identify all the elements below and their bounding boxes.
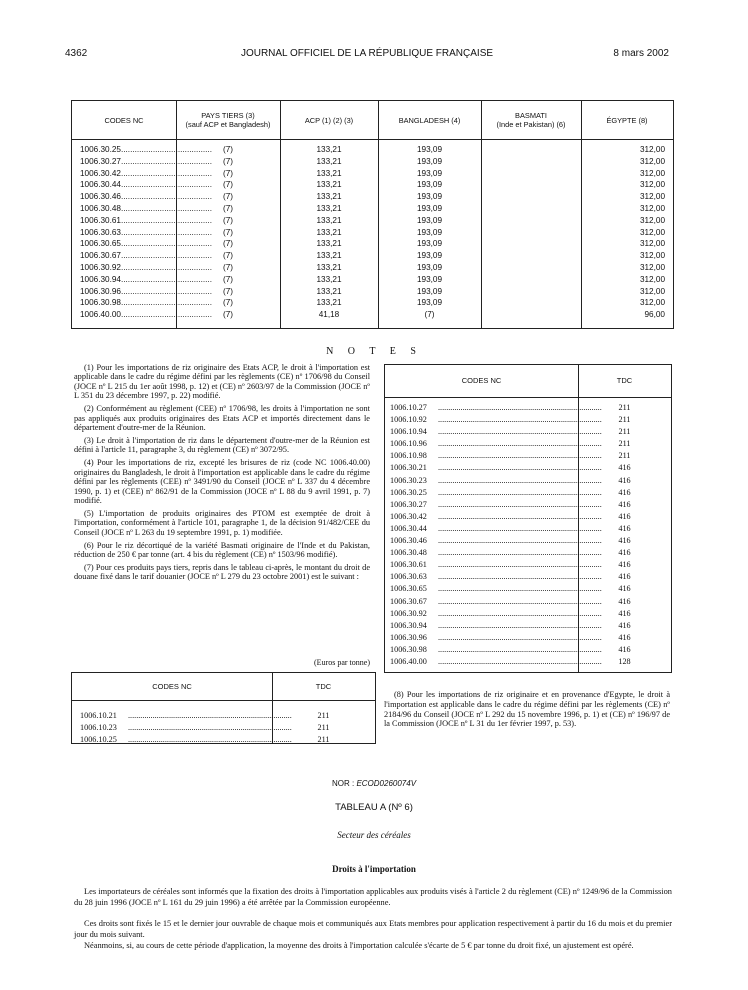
journal-title: JOURNAL OFFICIEL DE LA RÉPUBLIQUE FRANÇAISE	[240, 48, 494, 59]
cell-egypte: 312,00	[639, 192, 665, 202]
cell-egypte: 312,00	[639, 251, 665, 261]
table-row	[72, 309, 673, 321]
cell-acp: 41,18	[318, 310, 340, 320]
cell-code-nc: 1006.30.65........................................	[80, 239, 212, 249]
cell-code-nc: 1006.30.25........................................	[80, 145, 212, 154]
cell-code-nc: 1006.10.94	[390, 427, 427, 437]
dot-leader: ................................................................................	[438, 523, 602, 533]
cell-tdc: 211	[317, 735, 330, 745]
cell-tdc: 211	[618, 403, 631, 412]
table-row	[72, 168, 673, 180]
table-row	[390, 644, 671, 656]
cell-code-nc: 1006.30.46	[390, 536, 427, 546]
cell-code-nc: 1006.30.42	[390, 511, 427, 521]
header-bangladesh: BANGLADESH (4)	[398, 115, 461, 125]
dot-leader: ................................................................................	[438, 632, 602, 642]
cell-bangladesh: 193,09	[416, 274, 443, 284]
cell-tdc: 211	[317, 723, 330, 733]
nor-code: ECOD0260074V	[356, 779, 417, 788]
dot-leader: ................................................................................	[438, 656, 602, 666]
cell-tdc: 416	[618, 644, 631, 654]
note-3: (3) Le droit à l'importation de riz dans le département d'outre-mer de la Réunion est défini à l'article 11, paragraphe 3, du règlement (CE) nº 3072/95.	[74, 435, 370, 455]
cell-pays-tiers: (7)	[222, 274, 233, 284]
table-row	[390, 620, 671, 632]
header-codes-nc: CODES NC	[152, 682, 192, 691]
header-pays-tiers-line1: PAYS TIERS (3)	[201, 111, 255, 120]
header-codes-nc: CODES NC	[104, 115, 144, 125]
cell-acp: 133,21	[316, 298, 342, 308]
cell-tdc: 416	[618, 572, 631, 582]
table-row	[72, 179, 673, 191]
cell-code-nc: 1006.30.65	[390, 584, 427, 594]
cell-pays-tiers: (7)	[222, 156, 233, 166]
dot-leader: ................................................................................	[438, 596, 602, 606]
cell-code-nc: 1006.30.94........................................	[80, 274, 212, 284]
cell-code-nc: 1006.30.96	[390, 632, 427, 642]
note-1: (1) Pour les importations de riz originaire des Etats ACP, le droit à l'importation est applicable dans le cadre du régime défini par les règlements (CE) nº 1706/98 du Conseil (JOCE nº L 215 du 1er août 1998, p. 12) et (CE) nº 2603/97 de la Commission (JOCE nº L 351 du 23 décembre 1997, p. 22) modifié.	[74, 363, 370, 401]
table-row	[72, 156, 673, 168]
rice-import-duty-table	[71, 100, 674, 329]
table-row	[390, 487, 671, 499]
table-body	[72, 144, 673, 321]
cell-acp: 133,21	[316, 203, 342, 213]
cell-code-nc: 1006.30.61........................................	[80, 215, 212, 225]
page-number: 4362	[65, 48, 88, 59]
dot-leader: ................................................................................	[438, 463, 602, 473]
table-row	[72, 203, 673, 215]
cell-acp: 133,21	[316, 251, 342, 261]
cell-code-nc: 1006.30.42........................................	[80, 168, 212, 178]
cell-code-nc: 1006.30.96........................................	[80, 286, 212, 296]
note-5: (5) L'importation de produits originaires des PTOM est exemptée de droit à l'importation, conformément à l'article 101, paragraphe 1, de la décision 91/482/CEE du Conseil (JOCE nº L 263 du 19 septembre 1991, p. 1) modifiée.	[74, 508, 370, 537]
cell-code-nc: 1006.30.92........................................	[80, 262, 212, 272]
header-tdc: TDC	[616, 376, 633, 385]
paragraph-3: Néanmoins, si, au cours de cette période d'application, la moyenne des droits à l'importation calculée s'écarte de 5 € par tonne du droit fixé, un ajustement est opéré.	[84, 941, 634, 950]
cell-bangladesh: (7)	[424, 310, 435, 320]
cell-code-nc: 1006.10.23	[80, 723, 117, 733]
cell-bangladesh: 193,09	[416, 286, 443, 296]
table-row	[390, 547, 671, 559]
cell-tdc: 211	[618, 427, 631, 437]
cell-acp: 133,21	[316, 145, 342, 154]
cell-code-nc: 1006.30.44	[390, 523, 427, 533]
cell-acp: 133,21	[316, 239, 342, 249]
tdc-table-left	[71, 672, 376, 744]
cell-code-nc: 1006.30.98	[390, 644, 427, 654]
cell-pays-tiers: (7)	[222, 286, 233, 296]
cell-pays-tiers: (7)	[222, 251, 233, 261]
cell-acp: 133,21	[316, 192, 342, 202]
cell-tdc: 416	[618, 487, 631, 497]
dot-leader: ................................................................................	[438, 548, 602, 558]
note-4: (4) Pour les importations de riz, excepté les brisures de riz (code NC 1006.40.00) originaires du Bangladesh, le droit à l'importation est applicable dans le cadre du régime défini par les règlements (CEE) nº 3491/90 du Conseil (JOCE nº L 337 du 4 décembre 1990, p. 1) et (CEE) nº 862/91 de la Commission (JOCE nº L 88 du 9 avril 1991, p. 7) modifié.	[74, 458, 370, 506]
cell-egypte: 312,00	[639, 286, 665, 296]
cell-egypte: 312,00	[639, 203, 665, 213]
header-pays-tiers-line2: (sauf ACP et Bangladesh)	[185, 120, 271, 129]
table-row	[80, 734, 375, 746]
cell-pays-tiers: (7)	[222, 298, 233, 308]
dot-leader: ................................................................................	[438, 403, 602, 412]
cell-tdc: 416	[618, 475, 631, 485]
cell-code-nc: 1006.30.92	[390, 608, 427, 618]
table-row	[390, 535, 671, 547]
table-row	[72, 297, 673, 309]
dot-leader: ................................................................................	[438, 451, 602, 461]
cell-code-nc: 1006.30.63........................................	[80, 227, 212, 237]
cell-egypte: 312,00	[639, 262, 665, 272]
cell-pays-tiers: (7)	[222, 145, 233, 154]
table-row	[72, 191, 673, 203]
dot-leader: ................................................................................	[438, 620, 602, 630]
tdc-table-right	[384, 364, 672, 673]
tableau-title: TABLEAU A (Nº 6)	[335, 802, 413, 813]
table-header	[385, 365, 671, 398]
header-egypte: ÉGYPTE (8)	[606, 115, 648, 125]
cell-egypte: 312,00	[639, 239, 665, 249]
cell-code-nc: 1006.30.21	[390, 463, 427, 473]
notes-title: N O T E S	[326, 346, 422, 357]
cell-bangladesh: 193,09	[416, 251, 443, 261]
cell-pays-tiers: (7)	[222, 168, 233, 178]
cell-code-nc: 1006.10.21	[80, 711, 117, 720]
cell-pays-tiers: (7)	[222, 227, 233, 237]
table-row	[390, 511, 671, 523]
table-row	[390, 559, 671, 571]
cell-tdc: 211	[618, 451, 631, 461]
table-row	[80, 710, 375, 722]
table-row	[390, 402, 671, 414]
table-row	[72, 274, 673, 286]
dot-leader: ................................................................................	[438, 536, 602, 546]
dot-leader: ................................................................................	[438, 560, 602, 570]
note-8: (8) Pour les importations de riz originaire et en provenance d'Egypte, le droit à l'importation est applicable dans le cadre du régime défini par les règlements (CE) nº 2184/96 du Conseil (JOCE nº L 292 du 15 novembre 1996, p. 1) et (CE) nº 196/97 de la Commission (JOCE nº L 31 du 1er février 1997, p. 53).	[384, 690, 670, 729]
dot-leader: ................................................................................	[438, 644, 602, 654]
cell-code-nc: 1006.30.67	[390, 596, 427, 606]
table-body	[390, 402, 671, 668]
cell-acp: 133,21	[316, 215, 342, 225]
header-acp: ACP (1) (2) (3)	[304, 115, 354, 125]
cell-tdc: 416	[618, 596, 631, 606]
cell-code-nc: 1006.30.63	[390, 572, 427, 582]
nor-label: NOR :	[331, 779, 355, 788]
dot-leader: ................................................................................	[128, 711, 292, 720]
table-row	[390, 523, 671, 535]
note-6: (6) Pour le riz décortiqué de la variété Basmati originaire de l'Inde et du Pakistan, réduction de 250 € par tonne (art. 4 bis du règlement (CE) nº 1503/96 modifié).	[74, 540, 370, 560]
cell-tdc: 416	[618, 632, 631, 642]
table-row	[72, 215, 673, 227]
page-header	[65, 48, 669, 64]
cell-code-nc: 1006.30.46........................................	[80, 192, 212, 202]
cell-code-nc: 1006.10.98	[390, 451, 427, 461]
cell-egypte: 312,00	[639, 168, 665, 178]
cell-code-nc: 1006.30.27........................................	[80, 156, 212, 166]
cell-code-nc: 1006.30.67........................................	[80, 251, 212, 261]
cell-acp: 133,21	[316, 168, 342, 178]
table-row	[390, 450, 671, 462]
dot-leader: ................................................................................	[438, 475, 602, 485]
cell-code-nc: 1006.10.25	[80, 735, 117, 745]
table-row	[80, 722, 375, 734]
cell-pays-tiers: (7)	[222, 239, 233, 249]
cell-code-nc: 1006.10.27	[390, 403, 427, 412]
cell-tdc: 416	[618, 463, 631, 473]
cell-egypte: 312,00	[639, 215, 665, 225]
cell-tdc: 416	[618, 536, 631, 546]
table-row	[390, 583, 671, 595]
cell-tdc: 416	[618, 499, 631, 509]
table-row	[390, 438, 671, 450]
cell-acp: 133,21	[316, 156, 342, 166]
cell-code-nc: 1006.30.98........................................	[80, 298, 212, 308]
dot-leader: ................................................................................	[128, 735, 292, 745]
dot-leader: ................................................................................	[438, 487, 602, 497]
cell-tdc: 416	[618, 620, 631, 630]
table-body	[80, 710, 375, 746]
cell-tdc: 416	[618, 584, 631, 594]
cell-bangladesh: 193,09	[416, 298, 443, 308]
table-row	[390, 596, 671, 608]
header-basmati-line2: (Inde et Pakistan) (6)	[496, 120, 566, 129]
table-row	[390, 462, 671, 474]
nor-reference	[0, 779, 748, 788]
cell-code-nc: 1006.30.94	[390, 620, 427, 630]
dot-leader: ................................................................................	[438, 584, 602, 594]
cell-code-nc: 1006.30.44........................................	[80, 180, 212, 190]
dot-leader: ................................................................................	[128, 723, 292, 733]
issue-date: 8 mars 2002	[613, 48, 669, 59]
cell-egypte: 96,00	[644, 310, 665, 320]
dot-leader: ................................................................................	[438, 439, 602, 449]
droits-title: Droits à l'importation	[332, 864, 416, 874]
cell-egypte: 312,00	[639, 227, 665, 237]
cell-acp: 133,21	[316, 262, 342, 272]
cell-bangladesh: 193,09	[416, 168, 443, 178]
cell-tdc: 211	[317, 711, 330, 720]
cell-pays-tiers: (7)	[222, 310, 233, 320]
cell-tdc: 416	[618, 560, 631, 570]
cell-code-nc: 1006.30.48........................................	[80, 203, 212, 213]
cell-bangladesh: 193,09	[416, 215, 443, 225]
cell-code-nc: 1006.30.61	[390, 560, 427, 570]
table-row	[72, 262, 673, 274]
sector-title: Secteur des céréales	[337, 830, 411, 840]
table-row	[72, 250, 673, 262]
note-2: (2) Conformément au règlement (CEE) nº 1706/98, les droits à l'importation ne sont pas appliqués aux produits originaires des Etats ACP et importés directement dans le département d'outre-mer de la Réunion.	[74, 404, 370, 433]
cell-acp: 133,21	[316, 274, 342, 284]
note-7: (7) Pour ces produits pays tiers, repris dans le tableau ci-après, le montant du droit de douane fixé dans le tarif douanier (JOCE nº L 279 du 23 octobre 2001) est le suivant :	[74, 562, 370, 582]
table-row	[390, 414, 671, 426]
cell-bangladesh: 193,09	[416, 145, 443, 154]
cell-tdc: 128	[618, 656, 631, 666]
cell-tdc: 416	[618, 511, 631, 521]
dot-leader: ................................................................................	[438, 511, 602, 521]
cell-acp: 133,21	[316, 286, 342, 296]
cell-pays-tiers: (7)	[222, 203, 233, 213]
cell-egypte: 312,00	[639, 156, 665, 166]
cell-bangladesh: 193,09	[416, 192, 443, 202]
unit-label: (Euros par tonne)	[314, 658, 370, 667]
header-basmati-line1: BASMATI	[515, 111, 547, 120]
header-pays-tiers	[176, 101, 280, 139]
cell-code-nc: 1006.30.27	[390, 499, 427, 509]
notes-column	[74, 363, 370, 585]
table-header	[72, 673, 375, 701]
cell-bangladesh: 193,09	[416, 239, 443, 249]
cell-tdc: 416	[618, 608, 631, 618]
dot-leader: ................................................................................	[438, 608, 602, 618]
cell-code-nc: 1006.30.25	[390, 487, 427, 497]
table-row	[72, 238, 673, 250]
table-row	[72, 144, 673, 156]
table-row	[390, 475, 671, 487]
cell-bangladesh: 193,09	[416, 262, 443, 272]
cell-pays-tiers: (7)	[222, 262, 233, 272]
table-row	[390, 608, 671, 620]
header-tdc: TDC	[315, 682, 332, 691]
cell-pays-tiers: (7)	[222, 180, 233, 190]
cell-egypte: 312,00	[639, 298, 665, 308]
cell-tdc: 211	[618, 415, 631, 425]
cell-egypte: 312,00	[639, 274, 665, 284]
cell-code-nc: 1006.10.96	[390, 439, 427, 449]
table-row	[390, 499, 671, 511]
cell-bangladesh: 193,09	[416, 180, 443, 190]
cell-pays-tiers: (7)	[222, 215, 233, 225]
table-row	[390, 426, 671, 438]
cell-bangladesh: 193,09	[416, 203, 443, 213]
cell-acp: 133,21	[316, 180, 342, 190]
cell-tdc: 416	[618, 548, 631, 558]
dot-leader: ................................................................................	[438, 572, 602, 582]
cell-acp: 133,21	[316, 227, 342, 237]
table-row	[72, 227, 673, 239]
dot-leader: ................................................................................	[438, 415, 602, 425]
paragraph-2: Ces droits sont fixés le 15 et le dernier jour ouvrable de chaque mois et communiqués aux Etats membres pour application respectivement à partir du 16 du mois et du premier jour du mois suivant.	[74, 919, 672, 939]
cell-egypte: 312,00	[639, 180, 665, 190]
cell-code-nc: 1006.10.92	[390, 415, 427, 425]
cell-tdc: 211	[618, 439, 631, 449]
table-row	[72, 286, 673, 298]
header-basmati	[481, 101, 581, 139]
table-row	[390, 656, 671, 668]
cell-code-nc: 1006.30.23	[390, 475, 427, 485]
cell-bangladesh: 193,09	[416, 227, 443, 237]
table-row	[390, 632, 671, 644]
dot-leader: ................................................................................	[438, 499, 602, 509]
cell-bangladesh: 193,09	[416, 156, 443, 166]
table-row	[390, 571, 671, 583]
paragraph-1: Les importateurs de céréales sont informés que la fixation des droits à l'importation applicables aux produits visés à l'article 2 du règlement (CE) nº 1249/96 de la Commission du 28 juin 1996 (JOCE nº L 161 du 29 juin 1996) a été arrêtée par la Commission européenne.	[74, 887, 672, 907]
cell-code-nc: 1006.40.00	[390, 656, 427, 666]
cell-egypte: 312,00	[639, 145, 665, 154]
header-codes-nc: CODES NC	[461, 376, 502, 385]
cell-code-nc: 1006.40.00........................................	[80, 310, 212, 320]
dot-leader: ................................................................................	[438, 427, 602, 437]
cell-code-nc: 1006.30.48	[390, 548, 427, 558]
cell-pays-tiers: (7)	[222, 192, 233, 202]
cell-tdc: 416	[618, 523, 631, 533]
